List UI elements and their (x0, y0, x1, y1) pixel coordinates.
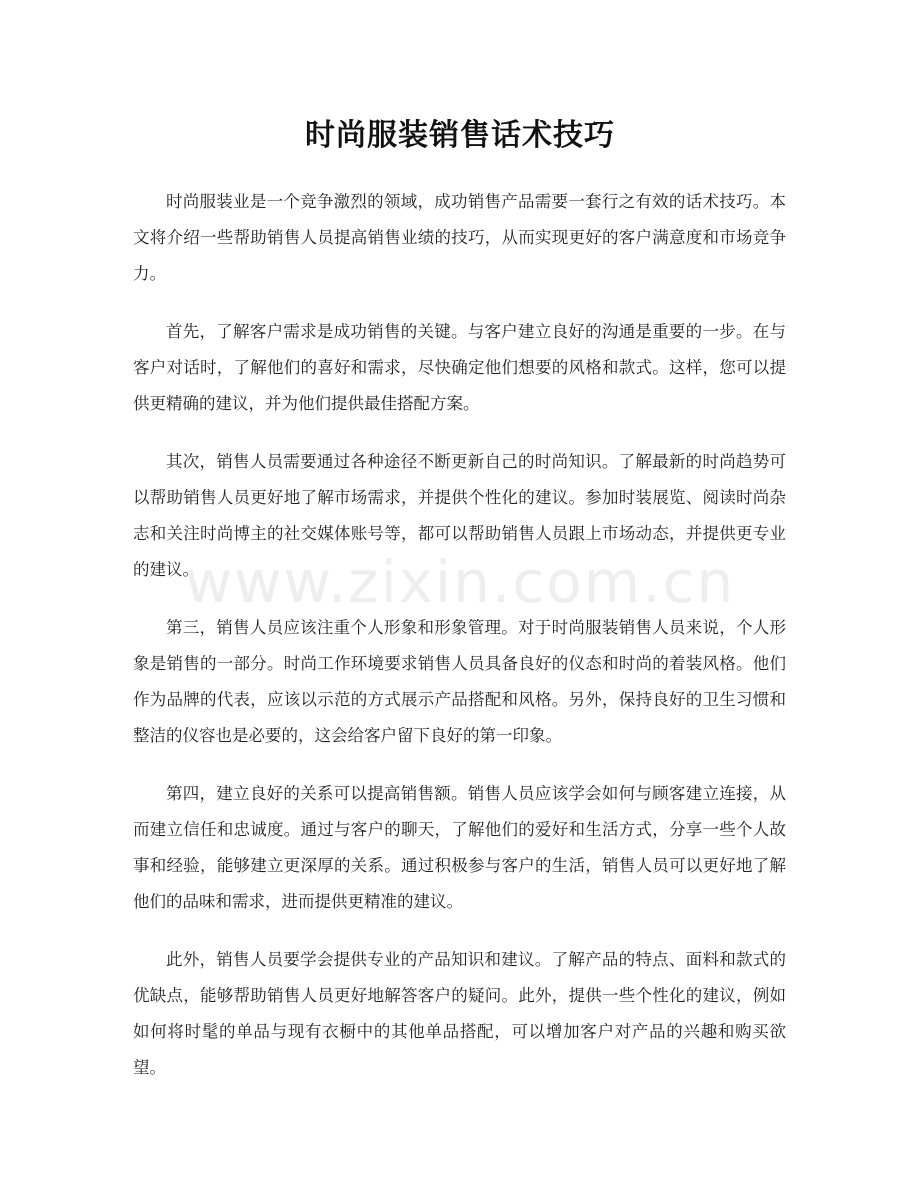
paragraph-2: 首先，了解客户需求是成功销售的关键。与客户建立良好的沟通是重要的一步。在与客户对话时，了解他们的喜好和需求，尽快确定他们想要的风格和款式。这样，您可以提供更精确的建议，并为他们提供最佳搭配方案。 (133, 322, 786, 413)
paragraph-5: 第四，建立良好的关系可以提高销售额。销售人员应该学会如何与顾客建立连接，从而建立信任和忠诚度。通过与客户的聊天，了解他们的爱好和生活方式，分享一些个人故事和经验，能够建立更深厚的关系。通过积极参与客户的生活，销售人员可以更好地了解他们的品味和需求，进而提供更精准的建议。 (133, 784, 786, 911)
watermark: www.zixin.com.cn (184, 548, 736, 616)
paragraph-4: 第三，销售人员应该注重个人形象和形象管理。对于时尚服装销售人员来说，个人形象是销售的一部分。时尚工作环境要求销售人员具备良好的仪态和时尚的着装风格。他们作为品牌的代表，应该以示范的方式展示产品搭配和风格。另外，保持良好的卫生习惯和整洁的仪容也是必要的，这会给客户留下良好的第一印象。 (133, 618, 786, 745)
document-title: 时尚服装销售话术技巧 (305, 118, 615, 153)
paragraph-3: 其次，销售人员需要通过各种途径不断更新自己的时尚知识。了解最新的时尚趋势可以帮助销售人员更好地了解市场需求，并提供个性化的建议。参加时装展览、阅读时尚杂志和关注时尚博主的社交媒体账号等，都可以帮助销售人员跟上市场动态，并提供更专业的建议。 (133, 452, 786, 579)
paragraph-1: 时尚服装业是一个竞争激烈的领域，成功销售产品需要一套行之有效的话术技巧。本文将介绍一些帮助销售人员提高销售业绩的技巧，从而实现更好的客户满意度和市场竞争力。 (133, 192, 786, 283)
document-body (133, 184, 786, 1108)
paragraph-6: 此外，销售人员要学会提供专业的产品知识和建议。了解产品的特点、面料和款式的优缺点，能够帮助销售人员更好地解答客户的疑问。此外，提供一些个性化的建议，例如如何将时髦的单品与现有衣橱中的其他单品搭配，可以增加客户对产品的兴趣和购买欲望。 (133, 950, 786, 1077)
